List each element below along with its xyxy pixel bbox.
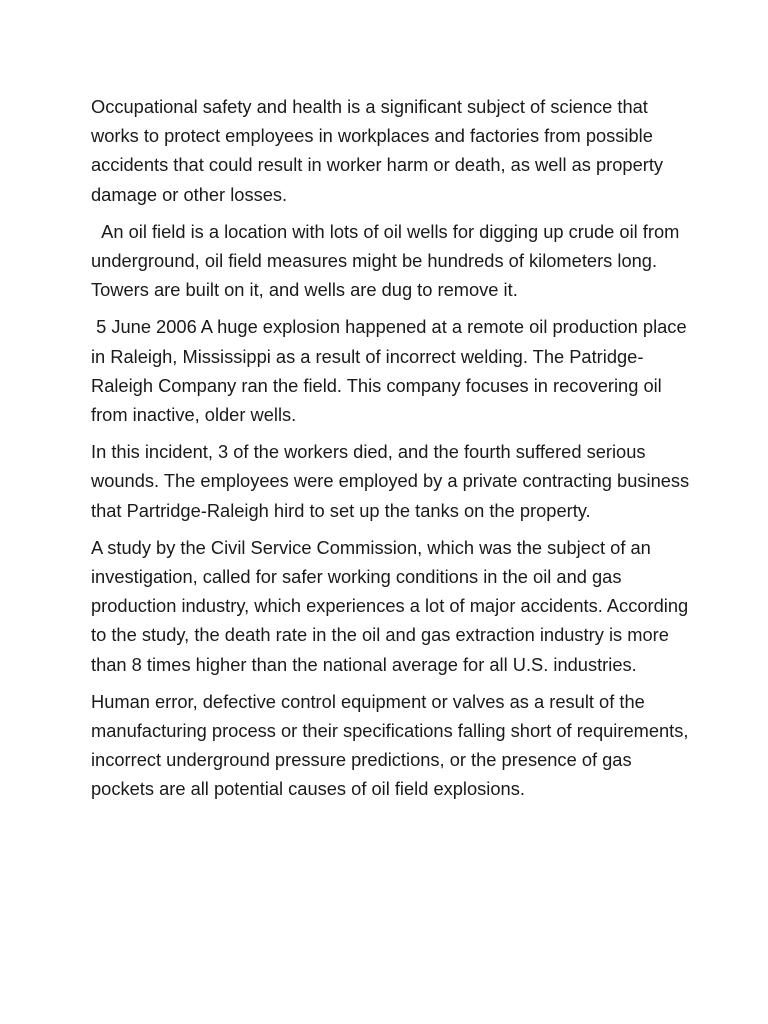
paragraph-commission-study: A study by the Civil Service Commission, which was the subject of an investigation, called for safer working conditions in the oil and gas production industry, which experiences a lot of major accidents. According to the study, the death rate in the oil and gas extraction industry is more than 8 times higher than the national average for all U.S. industries. [91,536,694,675]
paragraph-explosion-event: 5 June 2006 A huge explosion happened at a remote oil production place in Raleigh, Mississippi as a result of incorrect welding. The Patridge-Raleigh Company ran the field. This company focuses in recovering oil from inactive, older wells. [91,316,692,426]
paragraph-oil-field-definition: An oil field is a location with lots of oil wells for digging up crude oil from underground, oil field measures might be hundreds of kilometers long. Towers are built on it, and wells are dug to remove it. [91,220,685,301]
paragraph-explosion-causes: Human error, defective control equipment or valves as a result of the manufacturing process or their specifications falling short of requirements, incorrect underground pressure predictions, or the presence of gas pockets are all potential causes of oil field explosions. [91,690,694,800]
paragraph-occupational-safety: Occupational safety and health is a significant subject of science that works to protect employees in workplaces and factories from possible accidents that could result in worker harm or death, as well as property damage or other losses. [91,96,669,205]
document-body [91,92,695,812]
paragraph-incident-casualties: In this incident, 3 of the workers died, and the fourth suffered serious wounds. The employees were employed by a private contracting business that Partridge-Raleigh hird to set up the tanks on the property. [91,441,695,521]
